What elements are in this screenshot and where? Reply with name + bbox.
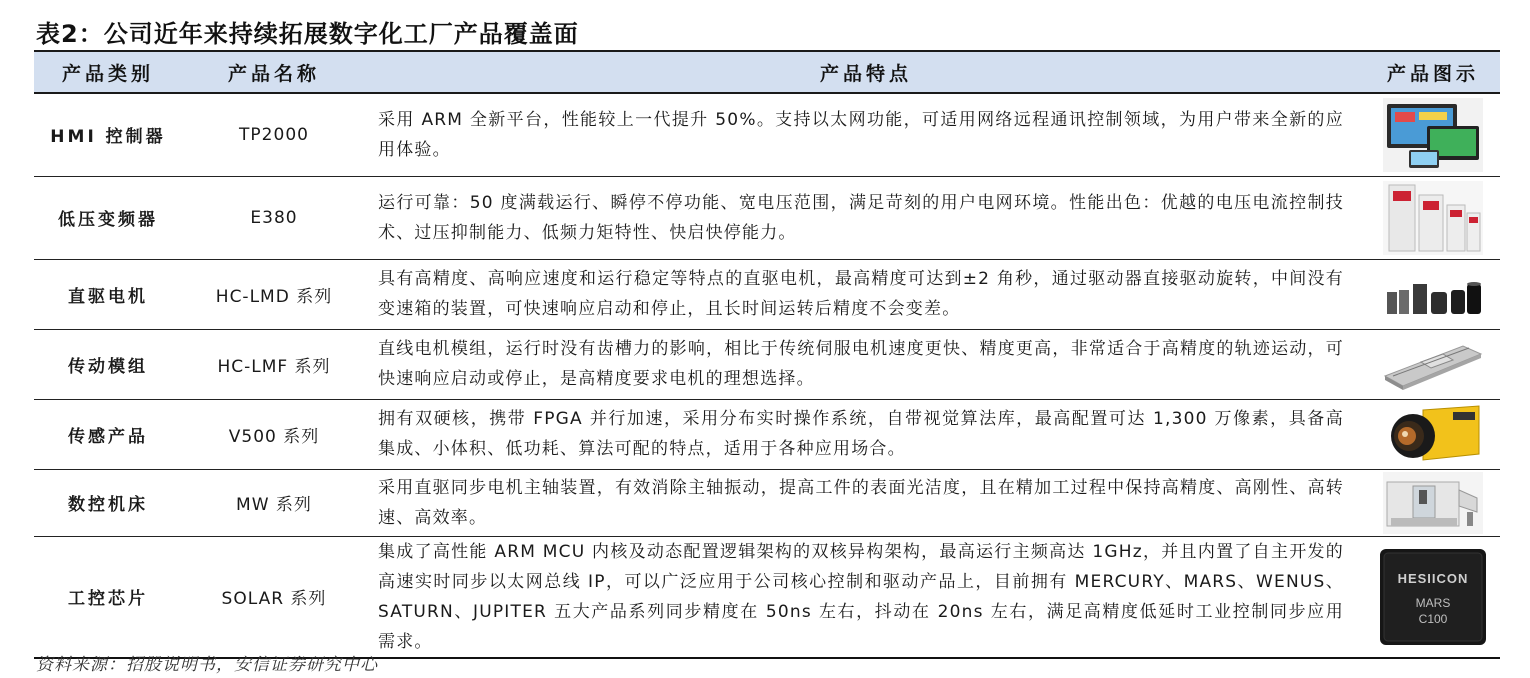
motor-icon — [1383, 262, 1483, 326]
source-note: 资料来源：招股说明书，安信证券研究中心 — [36, 655, 378, 675]
row-name: TP2000 — [182, 93, 366, 176]
row-features: 集成了高性能 ARM MCU 内核及动态配置逻辑架构的双核异构架构，最高运行主频高达 1GHz，并且内置了自主开发的高速实时同步以太网总线 IP，可以广泛应用于公司核心控制和驱动产品上，目前拥有 MERCURY、MARS、WENUS、SATURN、JUPITER 五大产品系列同步精度在 50ns 左右，抖动在 20ns 左右，满足高精度低延时工业控制同步应用需求。 — [366, 536, 1366, 658]
row-name: SOLAR 系列 — [182, 536, 366, 658]
row-category: 传感产品 — [34, 399, 182, 469]
row-name: HC-LMF 系列 — [182, 329, 366, 399]
header-features: 产品特点 — [366, 51, 1366, 93]
row-category: 传动模组 — [34, 329, 182, 399]
table-row — [34, 399, 1500, 469]
row-features: 直线电机模组，运行时没有齿槽力的影响，相比于传统伺服电机速度更快、精度更高，非常适合于高精度的轨迹运动，可快速响应启动或停止，是高精度要求电机的理想选择。 — [366, 329, 1366, 399]
row-name: MW 系列 — [182, 469, 366, 536]
hmi-screen-icon — [1383, 98, 1483, 172]
row-features: 采用 ARM 全新平台，性能较上一代提升 50%。支持以太网功能，可适用网络远程通讯控制领域，为用户带来全新的应用体验。 — [366, 93, 1366, 176]
row-name: HC-LMD 系列 — [182, 259, 366, 329]
chip-icon — [1378, 547, 1488, 647]
table-row — [34, 259, 1500, 329]
row-name: E380 — [182, 176, 366, 259]
product-table — [34, 50, 1500, 659]
header-name: 产品名称 — [182, 51, 366, 93]
cnc-machine-icon — [1383, 472, 1483, 534]
row-category: 工控芯片 — [34, 536, 182, 658]
camera-icon — [1383, 402, 1483, 466]
row-features: 具有高精度、高响应速度和运行稳定等特点的直驱电机，最高精度可达到±2 角秒，通过驱动器直接驱动旋转，中间没有变速箱的装置，可快速响应启动和停止，且长时间运转后精度不会变差。 — [366, 259, 1366, 329]
table-row — [34, 469, 1500, 536]
table-title: 表2：公司近年来持续拓展数字化工厂产品覆盖面 — [36, 20, 579, 48]
row-category: 数控机床 — [34, 469, 182, 536]
chip-line2: C100 — [1418, 611, 1448, 626]
row-name: V500 系列 — [182, 399, 366, 469]
header-category: 产品类别 — [34, 51, 182, 93]
table-row — [34, 329, 1500, 399]
table-row — [34, 176, 1500, 259]
row-features: 拥有双硬核，携带 FPGA 并行加速，采用分布实时操作系统，自带视觉算法库，最高配置可达 1,300 万像素，具备高集成、小体积、低功耗、算法可配的特点，适用于各种应用场合。 — [366, 399, 1366, 469]
row-category: HMI 控制器 — [34, 93, 182, 176]
inverter-icon — [1383, 181, 1483, 255]
table-row — [34, 536, 1500, 658]
chip-logo: HESIICON — [1397, 570, 1469, 586]
row-features: 采用直驱同步电机主轴装置，有效消除主轴振动，提高工件的表面光洁度，且在精加工过程中保持高精度、高刚性、高转速、高效率。 — [366, 469, 1366, 536]
row-category: 直驱电机 — [34, 259, 182, 329]
header-image: 产品图示 — [1366, 51, 1500, 93]
chip-line1: MARS — [1415, 595, 1451, 610]
header-row — [34, 51, 1500, 93]
linear-module-icon — [1383, 332, 1483, 396]
table-row — [34, 93, 1500, 176]
row-features: 运行可靠：50 度满载运行、瞬停不停功能、宽电压范围，满足苛刻的用户电网环境。性能出色：优越的电压电流控制技术、过压抑制能力、低频力矩特性、快启快停能力。 — [366, 176, 1366, 259]
row-category: 低压变频器 — [34, 176, 182, 259]
